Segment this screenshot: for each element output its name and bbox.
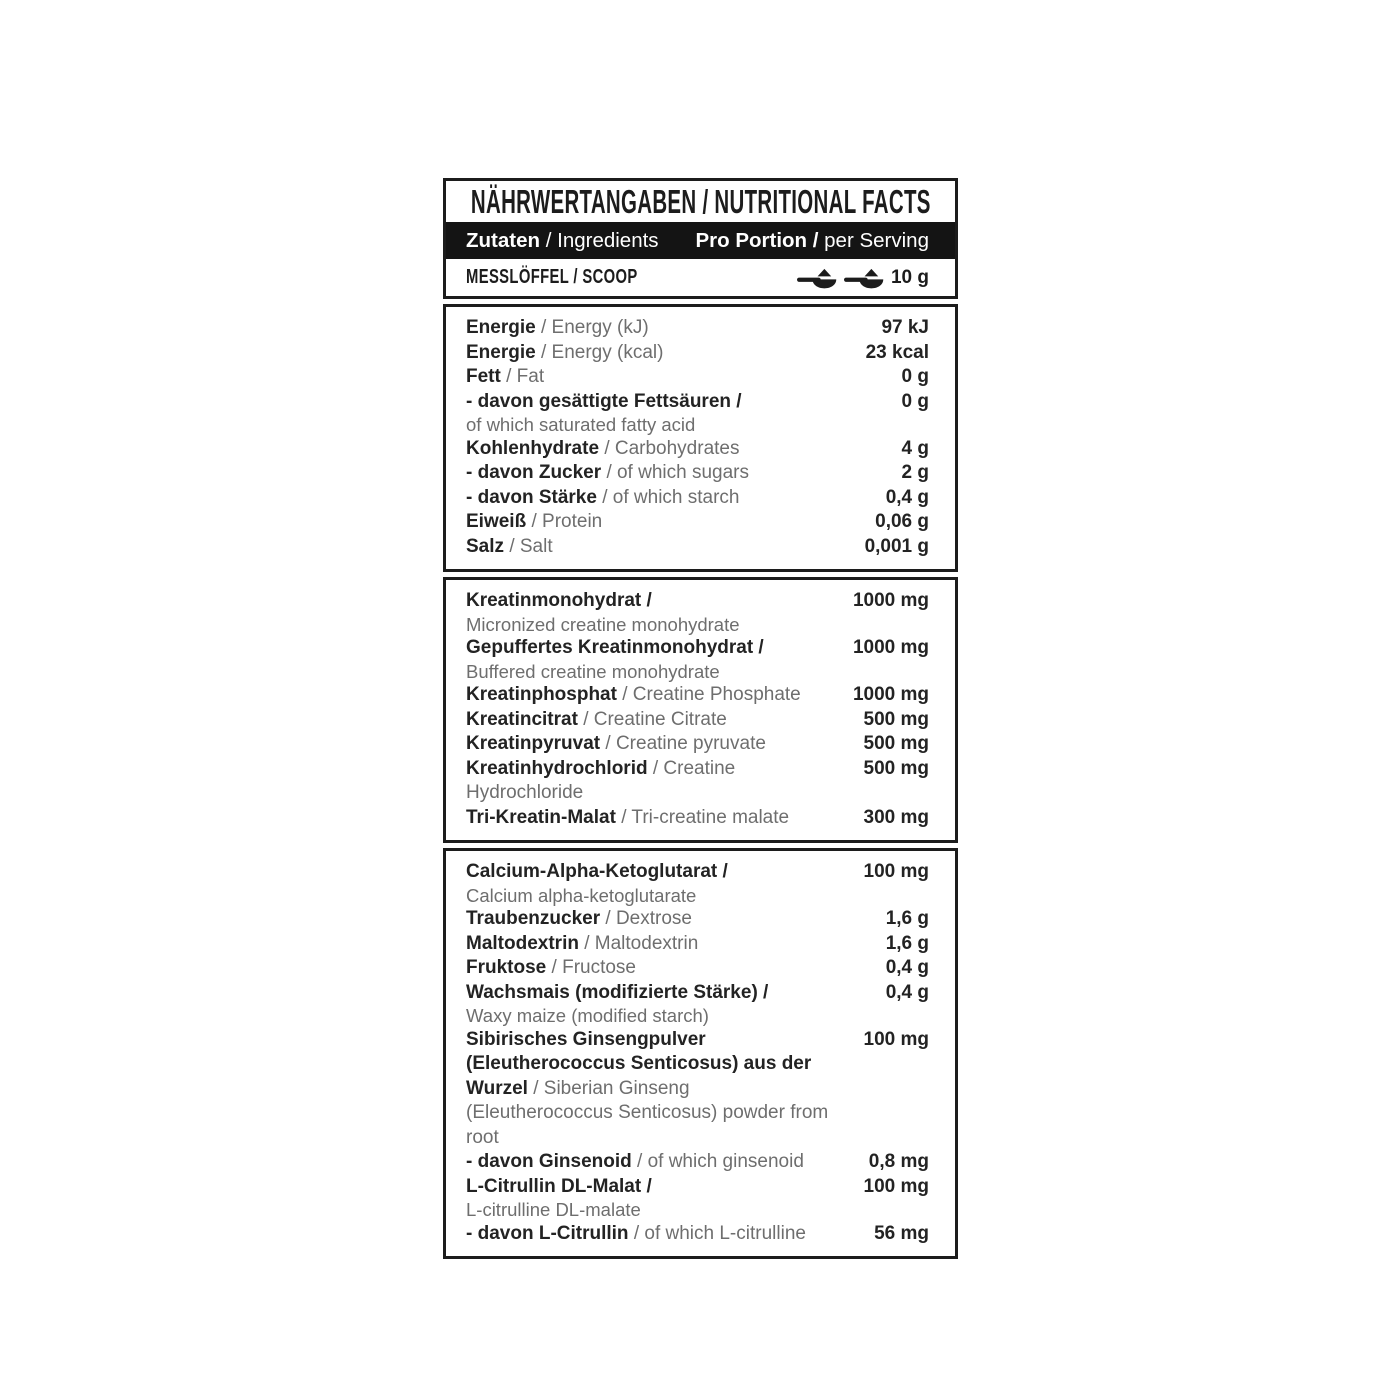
ingredient-label: L-Citrullin DL-Malat / L-citrulline DL-malate [466,1175,652,1220]
ingredient-value: 500 mg [863,757,929,779]
ingredient-value: 0 g [901,366,929,387]
ingredient-value: 500 mg [863,733,929,754]
ingredient-label: Tri-Kreatin-Malat / Tri-creatine malate [466,806,790,828]
column-header-bar [446,222,955,259]
ingredient-label: - davon gesättigte Fettsäuren / of which saturated fatty acid [466,390,742,435]
ingredient-label: Kohlenhydrate / Carbohydrates [466,437,740,459]
ingredient-value: 0,4 g [885,957,929,978]
ingredient-label: - davon Ginsenoid / of which ginsenoid [466,1151,804,1172]
section-other-ingredients [443,848,958,1259]
ingredient-label: Kreatinphosphat / Creatine Phosphate [466,684,801,705]
table-row [466,316,929,341]
ingredient-label: Kreatinmonohydrat / Micronized creatine monohydrate [466,590,740,635]
ingredient-label: Traubenzucker / Dextrose [466,908,692,929]
ingredient-label: Salz / Salt [466,535,553,557]
ingredient-value: 1,6 g [885,908,929,929]
table-row [466,708,929,733]
table-row [466,1150,929,1175]
table-row [466,907,929,932]
table-row [466,589,929,636]
ingredient-label: Wachsmais (modifizierte Stärke) / Waxy maize (modified starch) [466,981,769,1026]
label-title-row [446,181,955,222]
table-row [466,636,929,683]
table-row [466,437,929,462]
ingredient-label: Energie / Energy (kJ) [466,317,649,338]
ingredient-label: Eiweiß / Protein [466,511,603,532]
ingredient-label: - davon Stärke / of which starch [466,486,740,508]
table-row [466,1028,929,1151]
table-row [466,461,929,486]
ingredient-label: Calcium-Alpha-Ketoglutarat / Calcium alpha-ketoglutarate [466,861,728,906]
ingredient-label: Kreatincitrat / Creatine Citrate [466,708,727,730]
table-row [466,1175,929,1222]
ingredient-value: 0,8 mg [868,1151,929,1172]
scoop-serving [797,267,929,289]
scoop-amount: 10 g [890,266,929,288]
ingredient-value: 23 kcal [865,341,929,363]
ingredient-value: 1000 mg [852,590,929,611]
ingredient-label: Maltodextrin / Maltodextrin [466,932,699,954]
ingredient-value: 97 kJ [881,317,929,338]
scoop-icon [844,267,886,289]
scoop-row [446,259,955,296]
table-row [466,757,929,806]
table-row [466,683,929,708]
ingredient-label: Fett / Fat [466,366,545,387]
ingredient-value: 1,6 g [885,932,929,954]
ingredient-label: Kreatinhydrochlorid / Creatine Hydrochloride [466,757,736,803]
table-row [466,535,929,560]
ingredient-value: 300 mg [863,806,929,828]
ingredient-label: - davon Zucker / of which sugars [466,462,750,483]
table-row [466,732,929,757]
nutrition-label [443,178,958,1259]
label-header-box [443,178,958,299]
ingredient-value: 0,4 g [885,486,929,508]
label-title: NÄHRWERTANGABEN / NUTRITIONAL FACTS [470,183,931,220]
ingredient-value: 0,06 g [875,511,929,532]
ingredient-value: 100 mg [863,861,929,882]
ingredient-value: 0 g [901,390,929,412]
scoop-icon [797,267,839,289]
ingredient-label: Fruktose / Fructose [466,957,637,978]
ingredient-label: Energie / Energy (kcal) [466,341,664,363]
ingredient-value: 56 mg [874,1222,929,1244]
table-row [466,510,929,535]
ingredient-value: 2 g [901,462,929,483]
ingredient-value: 1000 mg [852,637,929,658]
table-row [466,390,929,437]
scoop-label: MESSLÖFFEL / SCOOP [466,266,638,288]
table-row [466,860,929,907]
ingredient-value: 1000 mg [852,684,929,705]
table-row [466,932,929,957]
table-row [466,1222,929,1247]
section-creatines [443,577,958,843]
column-header-ingredients: Zutaten / Ingredients [466,228,659,252]
ingredient-label: Gepuffertes Kreatinmonohydrat / Buffered creatine monohydrate [466,637,764,682]
ingredient-value: 500 mg [863,708,929,730]
column-header-per-serving: Pro Portion / per Serving [695,228,929,252]
table-row [466,981,929,1028]
section-macronutrients [443,304,958,572]
ingredient-label: Sibirisches Ginsengpulver (Eleutherococcus Senticosus) aus der Wurzel / Siberian Ginseng (Eleutherococcus Senticosus) powder from root [466,1028,829,1148]
table-row [466,365,929,390]
table-row [466,341,929,366]
ingredient-value: 100 mg [863,1175,929,1197]
ingredient-value: 100 mg [863,1028,929,1050]
ingredient-value: 0,4 g [885,981,929,1003]
ingredient-value: 0,001 g [864,535,929,557]
ingredient-value: 4 g [901,437,929,459]
ingredient-label: Kreatinpyruvat / Creatine pyruvate [466,733,766,754]
table-row [466,806,929,831]
table-row [466,956,929,981]
ingredient-label: - davon L-Citrullin / of which L-citrulline [466,1222,806,1244]
table-row [466,486,929,511]
